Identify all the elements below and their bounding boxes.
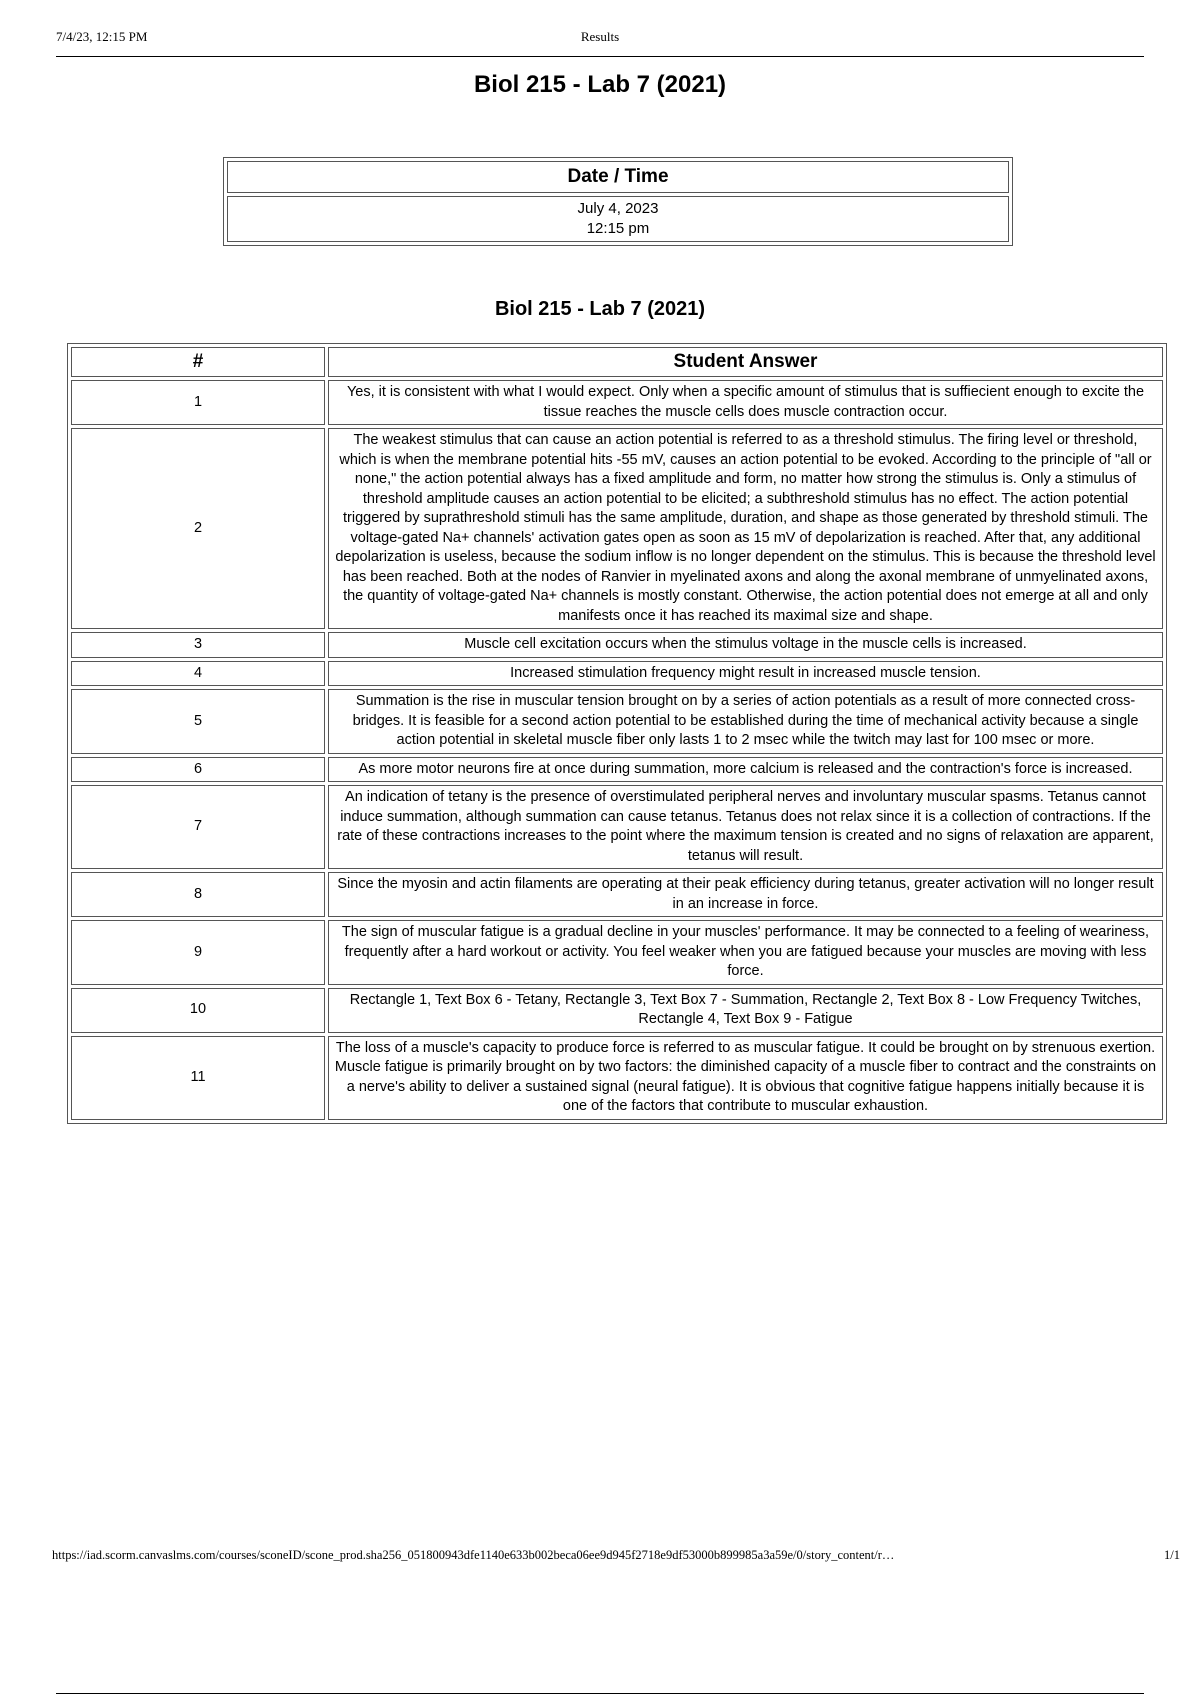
table-row (71, 632, 1163, 658)
column-header-number: # (71, 347, 325, 377)
table-row (71, 428, 1163, 629)
student-answer: Increased stimulation frequency might result in increased muscle tension. (328, 661, 1163, 687)
student-answer: Rectangle 1, Text Box 6 - Tetany, Rectangle 3, Text Box 7 - Summation, Rectangle 2, Text Box 8 - Low Frequency Twitches, Rectangle 4, Text Box 9 - Fatigue (328, 988, 1163, 1033)
table-row (71, 872, 1163, 917)
question-number: 5 (71, 689, 325, 754)
table-row (71, 988, 1163, 1033)
question-number: 7 (71, 785, 325, 869)
question-number: 2 (71, 428, 325, 629)
date-value: July 4, 2023 (577, 200, 659, 217)
question-number: 6 (71, 757, 325, 783)
question-number: 9 (71, 920, 325, 985)
bottom-divider (56, 1693, 1144, 1694)
time-value: 12:15 pm (586, 220, 650, 237)
print-datetime: 7/4/23, 12:15 PM (56, 29, 148, 44)
question-number: 11 (71, 1036, 325, 1120)
answers-header-row (71, 347, 1163, 377)
table-row (71, 757, 1163, 783)
page-number: 1/1 (1164, 1548, 1180, 1562)
student-answer: An indication of tetany is the presence of overstimulated peripheral nerves and involuntary muscular spasms. Tetanus cannot induce summation, although summation can cause tetanus. Tetanus does not relax since it is a collection of contractions. If the rate of these contractions increases to the point where the maximum tension is created and no signs of relaxation are apparent, tetanus will result. (328, 785, 1163, 869)
date-time-header: Date / Time (227, 161, 1009, 193)
page-url: https://iad.scorm.canvaslms.com/courses/sconeID/scone_prod.sha256_051800943dfe1140e633b002beca06ee9d945f2718e9df53000b899985a3a59e/0/story_content/r… (52, 1548, 895, 1562)
date-time-value (227, 196, 1009, 242)
print-header (56, 26, 1144, 57)
table-row (71, 920, 1163, 985)
question-number: 1 (71, 380, 325, 425)
student-answer: Muscle cell excitation occurs when the stimulus voltage in the muscle cells is increased. (328, 632, 1163, 658)
table-row (71, 380, 1163, 425)
print-page-title: Results (580, 29, 620, 44)
column-header-answer: Student Answer (328, 347, 1163, 377)
table-row (71, 1036, 1163, 1120)
student-answer: Since the myosin and actin filaments are operating at their peak efficiency during tetanus, greater activation will no longer result in an increase in force. (328, 872, 1163, 917)
answers-table (67, 343, 1167, 1124)
student-answer: The sign of muscular fatigue is a gradual decline in your muscles' performance. It may be connected to a feeling of weariness, frequently after a hard workout or activity. You feel weaker when you are fatigued because your muscles are moving with less force. (328, 920, 1163, 985)
table-row (71, 661, 1163, 687)
student-answer: As more motor neurons fire at once during summation, more calcium is released and the contraction's force is increased. (328, 757, 1163, 783)
question-number: 8 (71, 872, 325, 917)
section-title: Biol 215 - Lab 7 (2021) (494, 298, 706, 320)
student-answer: The loss of a muscle's capacity to produce force is referred to as muscular fatigue. It could be brought on by strenuous exertion. Muscle fatigue is primarily brought on by two factors: the diminished capacity of a muscle fiber to contract and the constraints on a nerve's ability to deliver a sustained signal (neural fatigue). It is obvious that cognitive fatigue happens initially because it is one of the factors that contribute to muscular exhaustion. (328, 1036, 1163, 1120)
table-row (71, 785, 1163, 869)
student-answer: Yes, it is consistent with what I would expect. Only when a specific amount of stimulus that is suffiecient enough to excite the tissue reaches the muscle cells does muscle contraction occur. (328, 380, 1163, 425)
student-answer: The weakest stimulus that can cause an action potential is referred to as a threshold stimulus. The firing level or threshold, which is when the membrane potential hits -55 mV, causes an action potential to be evoked. According to the principle of "all or none," the action potential always has a fixed amplitude and form, no matter how strong the stimulus is. Only a stimulus of threshold amplitude causes an action potential to be elicited; a subthreshold stimulus has no effect. The action potential triggered by suprathreshold stimuli has the same amplitude, duration, and shape as those generated by threshold stimuli. The voltage-gated Na+ channels' activation gates open as soon as 15 mV of depolarization is reached. After that, any additional depolarization is useless, because the sodium inflow is no longer dependent on the stimulus. This is because the threshold level has been reached. Both at the nodes of Ranvier in myelinated axons and along the axonal membrane of unmyelinated axons, the quantity of voltage-gated Na+ channels is mostly constant. Otherwise, the action potential does not emerge at all and only manifests once it has reached its maximal size and shape. (328, 428, 1163, 629)
table-row (71, 689, 1163, 754)
date-time-table (223, 157, 1013, 246)
page-title: Biol 215 - Lab 7 (2021) (473, 71, 727, 98)
question-number: 3 (71, 632, 325, 658)
question-number: 4 (71, 661, 325, 687)
student-answer: Summation is the rise in muscular tension brought on by a series of action potentials as a result of more connected cross-bridges. It is feasible for a second action potential to be established during the time of mechanical activity because a single action potential in skeletal muscle fiber only lasts 1 to 2 msec while the twitch may last for 100 msec or more. (328, 689, 1163, 754)
question-number: 10 (71, 988, 325, 1033)
